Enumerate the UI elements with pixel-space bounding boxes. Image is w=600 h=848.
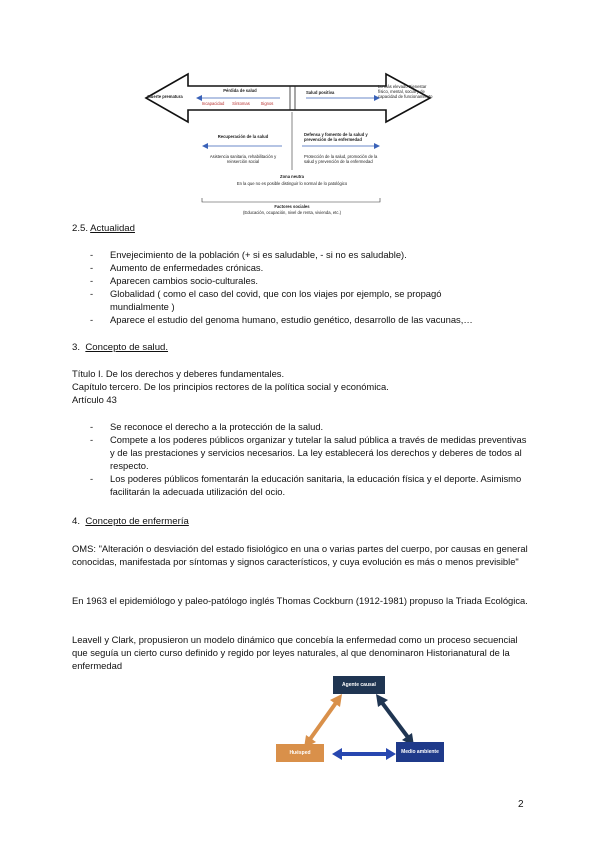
intro-line: Título I. De los derechos y deberes fundamentales. xyxy=(72,368,285,379)
left-upper-label: Recuperación de la salud xyxy=(217,134,269,139)
section-4-heading xyxy=(72,515,189,528)
list-item: - Globalidad ( como el caso del covid, que con los viajes por ejemplo, se propagó mundialmente ) xyxy=(90,287,480,313)
section-4-title: Concepto de enfermería xyxy=(85,516,189,527)
loss-label: Pérdida de salud xyxy=(223,88,257,93)
left-end-label: Muerte prematura xyxy=(147,94,183,99)
list-item: - Los poderes públicos fomentarán la educación sanitaria, la educación física y el deporte. Asimismo facilitarán la adecuada utilización del ocio. xyxy=(90,472,530,498)
left-lower-label: Asistencia sanitaria, rehabilitación y reinserción social xyxy=(209,154,277,164)
list-item: - Compete a los poderes públicos organizar y tutelar la salud pública a través de medidas preventivas y de las prestaciones y servicios necesarios. La ley establecerá los derechos y deberes de todos al respecto. xyxy=(90,433,530,472)
neutral-zone-desc: En la que no es posible distinguir lo normal de lo patológico xyxy=(236,181,348,186)
positive-label: Salud positiva xyxy=(306,90,335,95)
list-item: - Se reconoce el derecho a la protección de la salud. xyxy=(90,420,530,433)
section-3-title: Concepto de salud. xyxy=(85,342,169,353)
right-lower-label: Protección de la salud, promoción de la salud y prevención de la enfermedad xyxy=(304,154,378,164)
leavell-clark-paragraph: Leavell y Clark, propusieron un modelo dinámico que concebía la enfermedad como un proceso secuencial que seguía un cierto curso definido y regido por leyes naturales, al que denominaron Historianatural de la enfermedad xyxy=(72,634,518,671)
intro-line: Capítulo tercero. De los principios rectores de la política social y económica. xyxy=(72,381,389,392)
list-item: - Aparecen cambios socio-culturales. xyxy=(90,274,530,287)
section-25-heading xyxy=(72,222,135,235)
triad-box-agent: Agente causal xyxy=(333,676,385,694)
ecological-triad-diagram xyxy=(270,676,450,770)
list-item: - Envejecimiento de la población (+ si es saludable, - si no es saludable). xyxy=(90,248,530,261)
right-end-label: Lo más elevado Bienestar físico, mental, social y de capacidad de funcionamiento xyxy=(378,84,433,99)
section-25-title: Actualidad xyxy=(90,223,135,234)
triad-box-host: Huésped xyxy=(276,744,324,762)
intro-line: Artículo 43 xyxy=(72,394,117,405)
social-factors-title: Factores sociales xyxy=(274,204,310,209)
loss-sub-1: Síntomas xyxy=(232,101,250,106)
page-number: 2 xyxy=(518,799,524,810)
loss-sub-0: Incapacidad xyxy=(201,101,225,106)
section-3-heading xyxy=(72,341,168,354)
oms-definition: OMS: "Alteración o desviación del estado fisiológico en una o varias partes del cuerpo, por causas en general conocidas, manifestada por síntomas y signos característicos, y cuya evolución es más o menos previsible" xyxy=(72,543,528,567)
loss-sub-2: Signos xyxy=(260,101,274,106)
section-3-intro xyxy=(72,367,532,406)
section-25-list xyxy=(90,248,530,326)
cockburn-paragraph: En 1963 el epidemiólogo y paleo-patólogo inglés Thomas Cockburn (1912-1981) propuso la Triada Ecológica. xyxy=(72,595,528,606)
triad-box-environment: Medio ambiente xyxy=(396,742,444,762)
list-item: - Aumento de enfermedades crónicas. xyxy=(90,261,530,274)
section-25-number: 2.5. xyxy=(72,223,89,234)
social-factors-desc: (Educación, ocupación, nivel de renta, vivienda, etc.) xyxy=(243,210,341,215)
right-upper-label: Defensa y fomento de la salud y prevención de la enfermedad xyxy=(304,132,368,142)
neutral-zone-title: Zona neutra xyxy=(280,174,304,179)
section-3-number: 3. xyxy=(72,342,81,353)
section-3-list xyxy=(90,420,530,498)
list-item: - Aparece el estudio del genoma humano, estudio genético, desarrollo de las vacunas,… xyxy=(90,313,530,326)
health-continuum-diagram xyxy=(140,70,440,220)
section-4-number: 4. xyxy=(72,516,81,527)
